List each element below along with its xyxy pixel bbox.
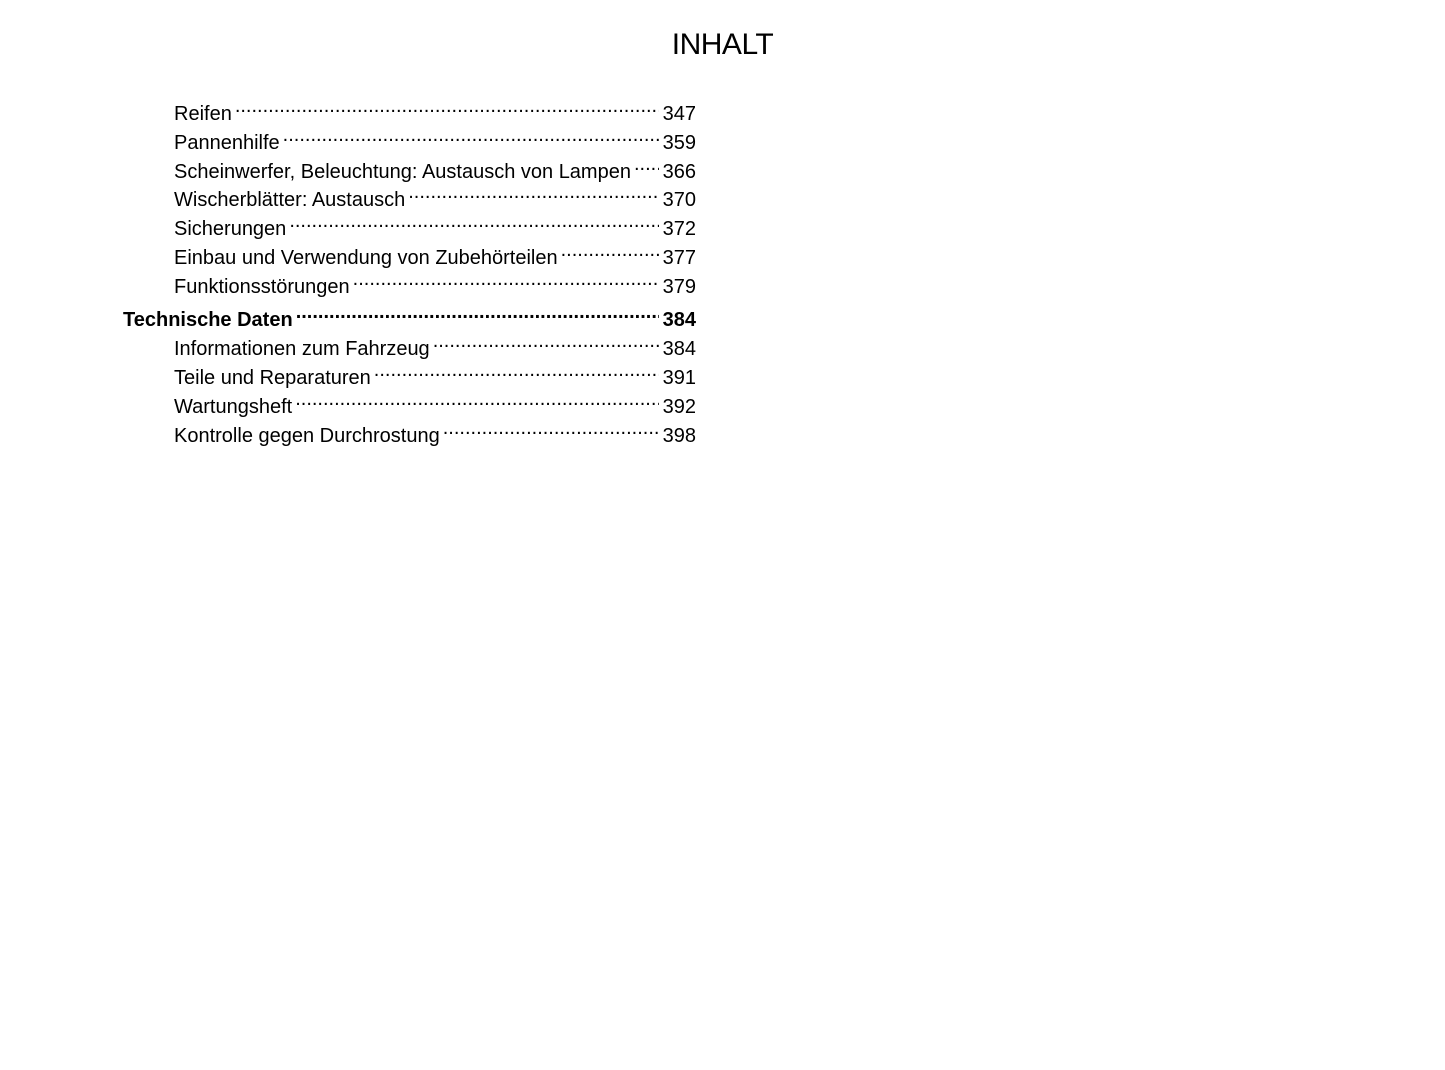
toc-entry-label: Funktionsstörungen [174, 276, 350, 298]
toc-dot-leader [408, 178, 658, 206]
toc-entry-label: Teile und Reparaturen [174, 367, 371, 389]
toc-dot-leader [634, 150, 659, 178]
toc-entry-teile-reparaturen[interactable] [174, 356, 696, 389]
toc-entry-page: 359 [662, 132, 696, 154]
toc-entry-page: 347 [662, 103, 696, 125]
toc-entry-page: 377 [662, 247, 696, 269]
toc-dot-leader [374, 356, 659, 384]
toc-dot-leader [443, 414, 659, 442]
toc-entry-pannenhilfe[interactable] [174, 121, 696, 154]
toc-dot-leader [289, 207, 658, 235]
toc-section-label: Technische Daten [123, 309, 293, 331]
toc-entry-page: 384 [662, 338, 696, 360]
toc-dot-leader [561, 236, 659, 264]
toc-entry-scheinwerfer[interactable] [174, 150, 696, 183]
toc-entry-zubehoerteile[interactable] [174, 236, 696, 269]
toc-dot-leader [283, 121, 659, 149]
toc-entry-reifen[interactable] [174, 92, 696, 125]
toc-dot-leader [235, 92, 659, 120]
toc-entry-wartungsheft[interactable] [174, 385, 696, 418]
toc-entry-label: Pannenhilfe [174, 132, 280, 154]
toc-entry-wischerblaetter[interactable] [174, 178, 696, 211]
page-title: INHALT [671, 28, 774, 61]
toc-entry-informationen[interactable] [174, 327, 696, 360]
toc-entry-label: Sicherungen [174, 218, 287, 240]
toc-entry-sicherungen[interactable] [174, 207, 696, 240]
toc-dot-leader [295, 385, 658, 413]
toc-entry-label: Kontrolle gegen Durchrostung [174, 425, 440, 447]
toc-entry-page: 372 [662, 218, 696, 240]
toc-dot-leader [353, 265, 659, 293]
toc-entry-label: Informationen zum Fahrzeug [174, 338, 430, 360]
toc-dot-leader [433, 327, 659, 355]
toc-section-technische-daten[interactable] [123, 298, 696, 331]
toc-dot-leader [296, 298, 659, 326]
toc-entry-page: 391 [662, 367, 696, 389]
toc-entry-page: 370 [662, 189, 696, 211]
toc-entry-page: 366 [662, 161, 696, 183]
toc-entry-label: Scheinwerfer, Beleuchtung: Austausch von Lampen [174, 161, 631, 183]
toc-entry-label: Wischerblätter: Austausch [174, 189, 406, 211]
toc-entry-label: Wartungsheft [174, 396, 293, 418]
toc-entry-page: 392 [662, 396, 696, 418]
toc-entry-funktionsstoerungen[interactable] [174, 265, 696, 298]
toc-entry-durchrostung[interactable] [174, 414, 696, 447]
toc-entry-label: Einbau und Verwendung von Zubehörteilen [174, 247, 558, 269]
toc-entry-page: 379 [662, 276, 696, 298]
toc-entry-page: 398 [662, 425, 696, 447]
toc-section-page: 384 [662, 309, 696, 331]
toc-entry-label: Reifen [174, 103, 232, 125]
